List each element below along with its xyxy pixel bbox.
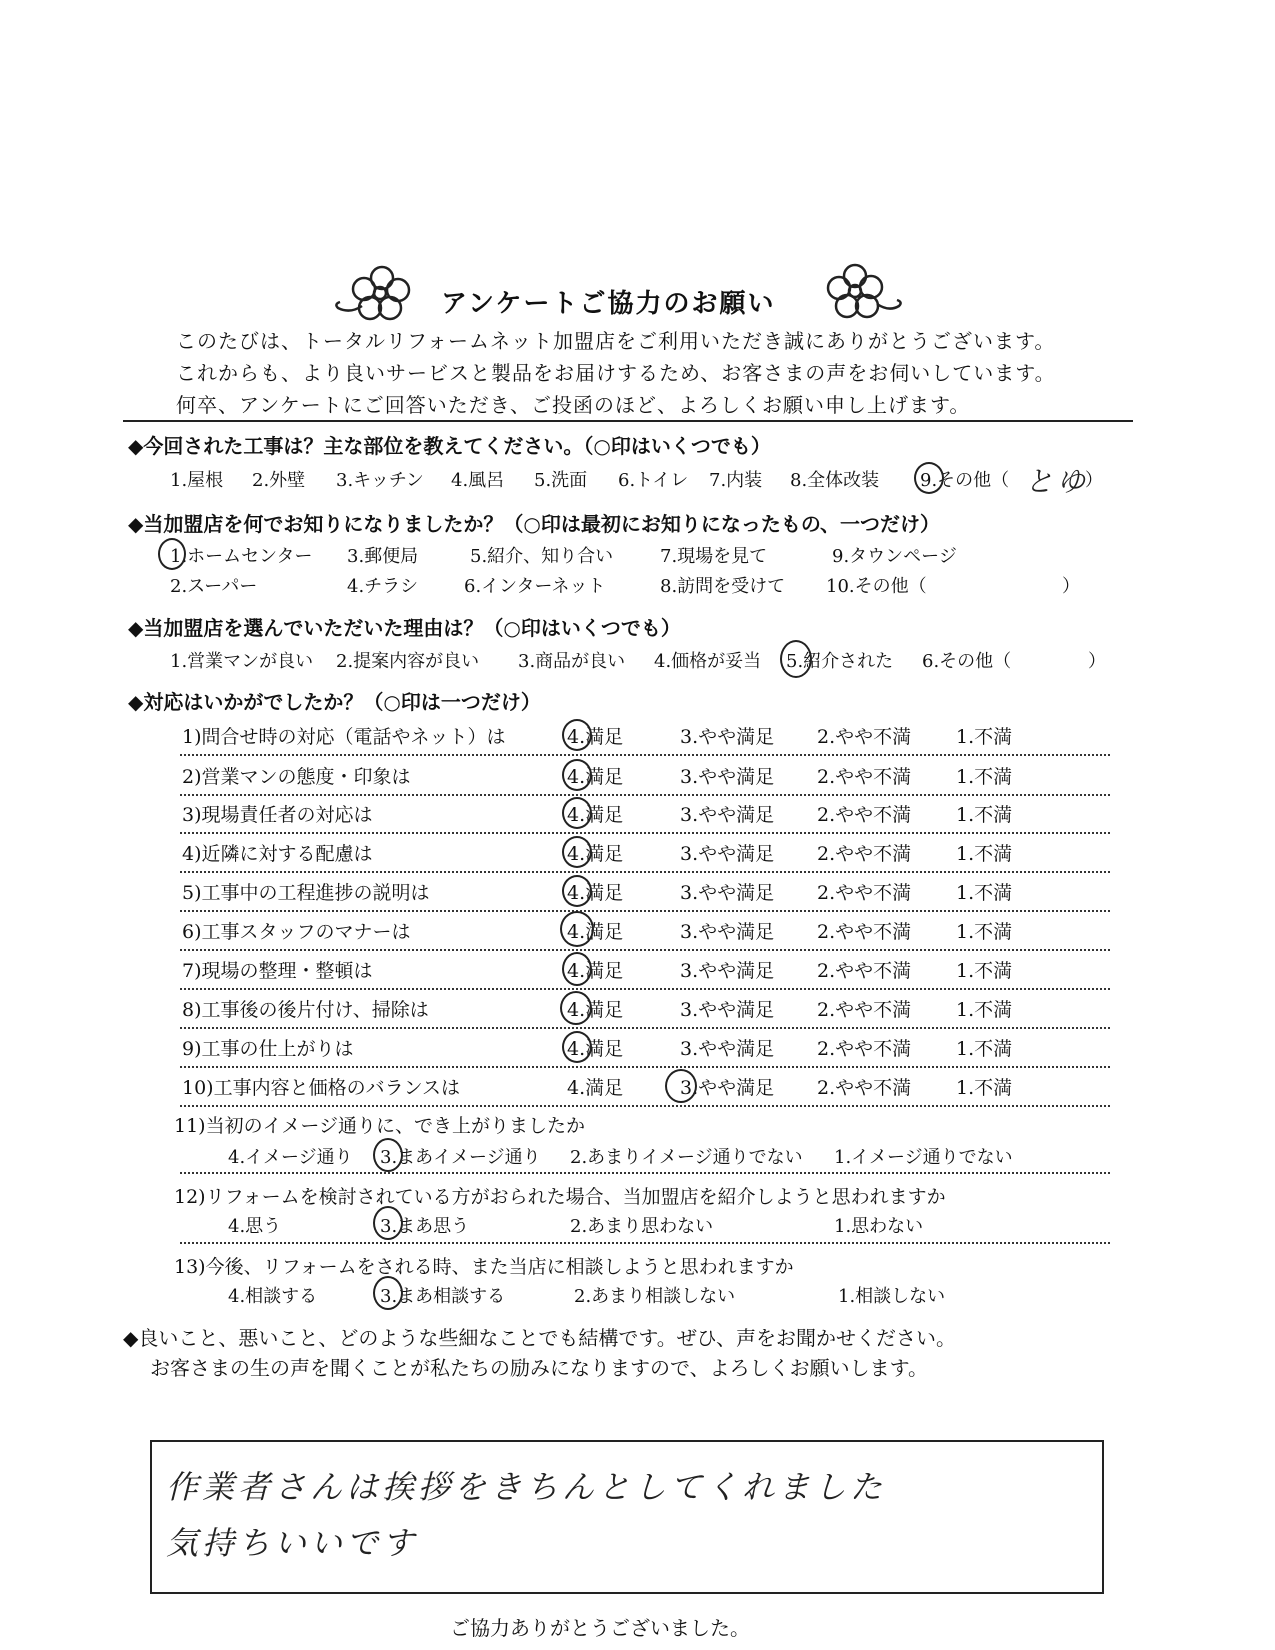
rating-option-4[interactable]: 4.満足 <box>567 960 624 982</box>
q2-option-7[interactable]: 7.現場を見て <box>660 546 768 567</box>
q12-option-2[interactable]: 2.あまり思わない <box>570 1216 714 1237</box>
q11-option-1[interactable]: 1.イメージ通りでない <box>834 1147 1013 1168</box>
left-flower-icon <box>332 262 422 322</box>
q1-option-2[interactable]: 2.外壁 <box>252 470 306 491</box>
rating-selected-circle <box>562 1031 592 1063</box>
rating-option-4[interactable]: 4.満足 <box>567 804 624 826</box>
q2-selected-circle <box>158 538 186 570</box>
rating-option-1[interactable]: 1.不満 <box>956 843 1013 865</box>
rating-option-4[interactable]: 4.満足 <box>567 766 624 788</box>
rating-option-3[interactable]: 3.やや満足 <box>680 882 775 904</box>
comment-line-2: 気持ちいいです <box>166 1524 419 1562</box>
q12-option-3[interactable]: 3.まあ思う <box>380 1216 470 1237</box>
q13-option-2[interactable]: 2.あまり相談しない <box>574 1286 736 1307</box>
q2-option-4[interactable]: 4.チラシ <box>347 576 419 597</box>
rating-option-1[interactable]: 1.不満 <box>956 766 1013 788</box>
rating-row-1 <box>170 716 1110 756</box>
q11-label: 11)当初のイメージ通りに、でき上がりましたか <box>174 1115 586 1137</box>
q11-option-4[interactable]: 4.イメージ通り <box>228 1147 353 1168</box>
rating-option-4[interactable]: 4.満足 <box>567 843 624 865</box>
q3-option-6[interactable]: 6.その他（ <box>922 651 1012 672</box>
comments-subheading: お客さまの生の声を聞くことが私たちの励みになりますので、よろしくお願いします。 <box>150 1356 928 1380</box>
rating-option-1[interactable]: 1.不満 <box>956 1038 1013 1060</box>
intro-line-2: これからも、より良いサービスと製品をお届けするため、お客さまの声をお伺いしています。 <box>176 361 1056 385</box>
q12-label: 12)リフォームを検討されている方がおられた場合、当加盟店を紹介しようと思われますか <box>174 1186 946 1208</box>
q1-other-answer: とゆ <box>1025 465 1090 498</box>
rating-option-3[interactable]: 3.やや満足 <box>680 766 775 788</box>
rating-option-4[interactable]: 4.満足 <box>567 726 624 748</box>
q2-option-8[interactable]: 8.訪問を受けて <box>660 576 786 597</box>
row-divider <box>180 1242 1110 1244</box>
q12-option-4[interactable]: 4.思う <box>228 1216 282 1237</box>
rating-selected-circle <box>562 719 592 751</box>
rating-selected-circle <box>665 1069 697 1103</box>
q1-heading: ◆今回された工事は？主な部位を教えてください。（○印はいくつでも） <box>128 434 771 458</box>
q1-option-6[interactable]: 6.トイレ <box>618 470 689 491</box>
q11-option-2[interactable]: 2.あまりイメージ通りでない <box>570 1147 803 1168</box>
rating-row-9 <box>170 1028 1110 1068</box>
rating-option-3[interactable]: 3.やや満足 <box>680 843 775 865</box>
q3-option-2[interactable]: 2.提案内容が良い <box>336 651 480 672</box>
rating-option-4[interactable]: 4.満足 <box>567 882 624 904</box>
footer-thanks: ご協力ありがとうございました。 <box>450 1616 750 1640</box>
rating-selected-circle <box>562 875 592 907</box>
rating-option-2[interactable]: 2.やや不満 <box>817 882 912 904</box>
q3-option-close: ） <box>1088 651 1106 672</box>
q3-option-3[interactable]: 3.商品が良い <box>518 651 626 672</box>
rating-row-3 <box>170 794 1110 834</box>
page-title: アンケートご協力のお願い <box>441 289 776 319</box>
q13-option-4[interactable]: 4.相談する <box>228 1286 318 1307</box>
rating-row-label: 8)工事後の後片付け、掃除は <box>182 999 429 1021</box>
rating-row-label: 10)工事内容と価格のバランスは <box>182 1077 461 1099</box>
q2-option-5[interactable]: 5.紹介、知り合い <box>470 546 614 567</box>
row-divider <box>180 1172 1110 1174</box>
q4-heading: ◆対応はいかがでしたか？（○印は一つだけ） <box>128 690 541 714</box>
rating-row-10 <box>170 1067 1110 1107</box>
q13-option-3[interactable]: 3.まあ相談する <box>380 1286 506 1307</box>
rating-row-6 <box>170 911 1110 951</box>
q12-selected-circle <box>373 1206 403 1240</box>
rating-option-3[interactable]: 3.やや満足 <box>680 921 775 943</box>
rating-row-8 <box>170 989 1110 1029</box>
rating-row-label: 6)工事スタッフのマナーは <box>182 921 411 943</box>
rating-row-label: 2)営業マンの態度・印象は <box>182 766 411 788</box>
q1-option-8[interactable]: 8.全体改装 <box>790 470 880 491</box>
q1-option-3[interactable]: 3.キッチン <box>336 470 424 491</box>
rating-option-2[interactable]: 2.やや不満 <box>817 921 912 943</box>
q3-option-4[interactable]: 4.価格が妥当 <box>654 651 762 672</box>
rating-selected-circle <box>560 991 592 1025</box>
rating-option-2[interactable]: 2.やや不満 <box>817 804 912 826</box>
rating-option-2[interactable]: 2.やや不満 <box>817 1077 912 1099</box>
q3-option-1[interactable]: 1.営業マンが良い <box>170 651 314 672</box>
rating-selected-circle <box>560 911 594 947</box>
q13-option-1[interactable]: 1.相談しない <box>838 1286 946 1307</box>
rating-option-3[interactable]: 3.やや満足 <box>680 804 775 826</box>
header-divider <box>123 420 1133 422</box>
q1-option-5[interactable]: 5.洗面 <box>534 470 588 491</box>
rating-option-2[interactable]: 2.やや不満 <box>817 960 912 982</box>
rating-option-3[interactable]: 3.やや満足 <box>680 1077 775 1099</box>
q13-selected-circle <box>373 1276 403 1310</box>
rating-option-3[interactable]: 3.やや満足 <box>680 960 775 982</box>
rating-row-label: 9)工事の仕上がりは <box>182 1038 354 1060</box>
rating-option-1[interactable]: 1.不満 <box>956 1077 1013 1099</box>
rating-option-1[interactable]: 1.不満 <box>956 804 1013 826</box>
comment-line-1: 作業者さんは挨拶をきちんとしてくれました <box>166 1468 887 1506</box>
q3-heading: ◆当加盟店を選んでいただいた理由は？（○印はいくつでも） <box>128 616 681 640</box>
q12-option-1[interactable]: 1.思わない <box>834 1216 924 1237</box>
rating-option-3[interactable]: 3.やや満足 <box>680 726 775 748</box>
q1-selected-circle <box>914 462 944 494</box>
q3-option-5[interactable]: 5.紹介された <box>786 651 894 672</box>
rating-selected-circle <box>562 759 592 791</box>
rating-row-4 <box>170 833 1110 873</box>
rating-option-4[interactable]: 4.満足 <box>567 1077 624 1099</box>
rating-selected-circle <box>562 836 592 868</box>
rating-option-2[interactable]: 2.やや不満 <box>817 726 912 748</box>
intro-line-3: 何卒、アンケートにご回答いただき、ご投函のほど、よろしくお願い申し上げます。 <box>176 393 971 417</box>
q13-label: 13)今後、リフォームをされる時、また当店に相談しようと思われますか <box>174 1256 794 1278</box>
comments-heading: ◆良いこと、悪いこと、どのような些細なことでも結構です。ぜひ、声をお聞かせください。 <box>123 1326 956 1350</box>
comment-box[interactable] <box>150 1440 1104 1594</box>
rating-option-1[interactable]: 1.不満 <box>956 882 1013 904</box>
rating-option-1[interactable]: 1.不満 <box>956 726 1013 748</box>
q11-selected-circle <box>373 1138 403 1172</box>
q2-option-9[interactable]: 9.タウンページ <box>832 546 957 567</box>
q2-option-2[interactable]: 2.スーパー <box>170 576 258 597</box>
q2-option-10[interactable]: 10.その他（ <box>826 576 927 597</box>
q1-option-4[interactable]: 4.風呂 <box>451 470 505 491</box>
right-flower-icon <box>815 260 905 320</box>
rating-option-2[interactable]: 2.やや不満 <box>817 843 912 865</box>
rating-row-label: 1)問合せ時の対応（電話やネット）は <box>182 726 506 748</box>
q1-option-close: ） <box>1085 470 1103 491</box>
intro-line-1: このたびは、トータルリフォームネット加盟店をご利用いただき誠にありがとうございます。 <box>176 329 1056 353</box>
rating-option-1[interactable]: 1.不満 <box>956 960 1013 982</box>
rating-option-3[interactable]: 3.やや満足 <box>680 1038 775 1060</box>
q2-option-6[interactable]: 6.インターネット <box>464 576 606 597</box>
rating-option-4[interactable]: 4.満足 <box>567 921 624 943</box>
rating-row-label: 7)現場の整理・整頓は <box>182 960 373 982</box>
rating-option-2[interactable]: 2.やや不満 <box>817 766 912 788</box>
q2-option-1[interactable]: 1.ホームセンター <box>170 546 313 567</box>
rating-selected-circle <box>562 797 592 829</box>
rating-row-label: 3)現場責任者の対応は <box>182 804 373 826</box>
row-divider <box>180 1105 1110 1107</box>
rating-option-4[interactable]: 4.満足 <box>567 999 624 1021</box>
rating-option-2[interactable]: 2.やや不満 <box>817 999 912 1021</box>
rating-row-label: 5)工事中の工程進捗の説明は <box>182 882 430 904</box>
rating-row-5 <box>170 872 1110 912</box>
q1-option-7[interactable]: 7.内装 <box>709 470 763 491</box>
rating-row-7 <box>170 950 1110 990</box>
q11-option-3[interactable]: 3.まあイメージ通り <box>380 1147 541 1168</box>
rating-selected-circle <box>562 952 592 986</box>
rating-row-2 <box>170 756 1110 796</box>
q3-selected-circle <box>780 640 812 678</box>
rating-option-1[interactable]: 1.不満 <box>956 999 1013 1021</box>
q2-option-3[interactable]: 3.郵便局 <box>347 546 419 567</box>
rating-option-3[interactable]: 3.やや満足 <box>680 999 775 1021</box>
rating-option-1[interactable]: 1.不満 <box>956 921 1013 943</box>
q1-option-9[interactable]: 9.その他（ <box>920 470 1010 491</box>
rating-row-label: 4)近隣に対する配慮は <box>182 843 373 865</box>
q2-option-close: ） <box>1062 576 1080 597</box>
rating-option-2[interactable]: 2.やや不満 <box>817 1038 912 1060</box>
rating-option-4[interactable]: 4.満足 <box>567 1038 624 1060</box>
q1-option-1[interactable]: 1.屋根 <box>170 470 224 491</box>
q2-heading: ◆当加盟店を何でお知りになりましたか？（○印は最初にお知りになったもの、一つだけ） <box>128 512 941 536</box>
